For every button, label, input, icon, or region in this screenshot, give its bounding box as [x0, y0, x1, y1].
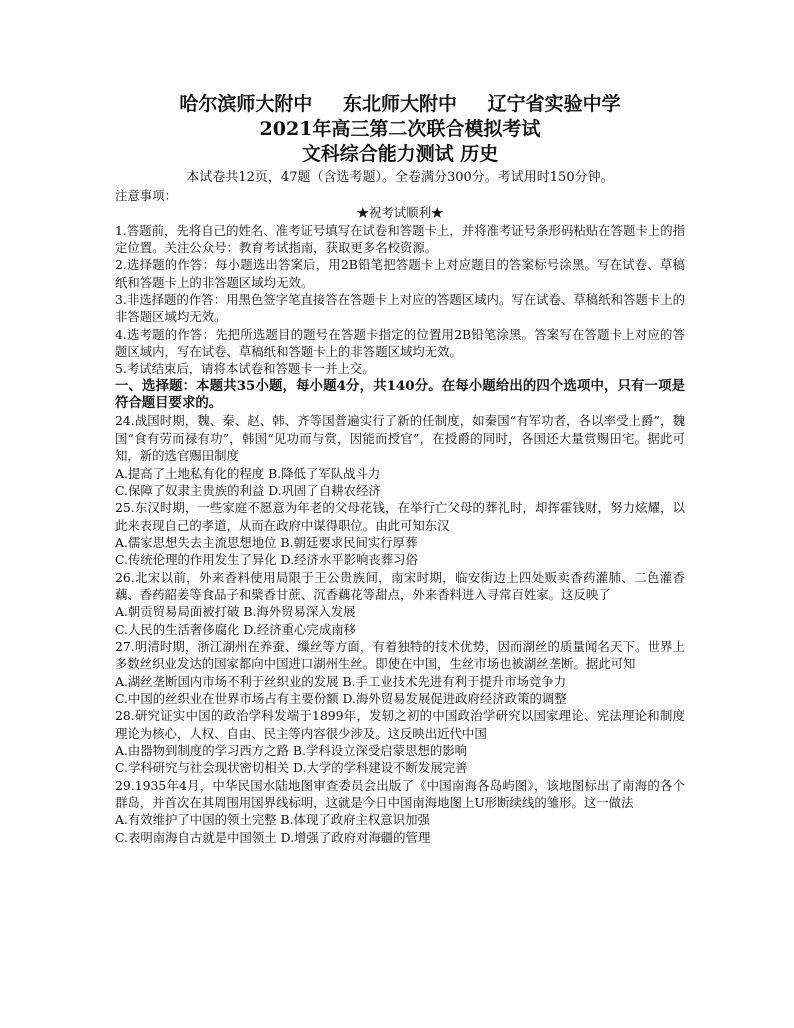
question-29	[115, 777, 685, 846]
question-options: A.有效维护了中国的领土完整 B.体现了政府主权意识加强	[115, 812, 430, 828]
exam-info: 本试卷共12页，47题（含选考题）。全卷满分300分。考试用时150分钟。	[186, 170, 614, 185]
notice-item: 4.选考题的作答：先把所选题目的题号在答题卡指定的位置用2B铅笔涂黑。答案写在答题卡上对应的答题区域内，写在试卷、草稿纸和答题卡上的非答题区域均无效。	[115, 326, 685, 360]
question-stem: 27.明清时期，浙江湖州在养蚕、缫丝等方面，有着独特的技术优势，因而湖丝的质量闻名天下。世界上多数丝织业发达的国家都向中国进口湖州生丝。即使在中国，生丝市场也被湖丝垄断。据此可知	[115, 638, 685, 672]
subject-title: 文科综合能力测试 历史	[301, 143, 499, 165]
question-options: C.人民的生活奢侈腐化 D.经济重心完成南移	[115, 621, 356, 637]
question-options: C.学科研究与社会现状密切相关 D.大学的学科建设不断发展完善	[115, 760, 468, 776]
notice-item: 1.答题前，先将自己的姓名、准考证号填写在试卷和答题卡上，并将准考证号条形码粘贴在答题卡上的指定位置。关注公众号：教育考试指南，获取更多名校资源。	[115, 222, 685, 256]
school-name: 辽宁省实验中学	[487, 93, 621, 115]
question-options: A.提高了土地私有化的程度 B.降低了军队战斗力	[115, 465, 381, 481]
notice-item: 5.考试结束后，请将本试卷和答题卡一并上交。	[115, 361, 375, 377]
question-24	[115, 412, 685, 499]
exam-page	[115, 92, 685, 846]
question-28	[115, 707, 685, 776]
blessing-line: ★祝考试顺利★	[356, 205, 444, 221]
question-stem: 26.北宋以前，外来香料使用局限于王公贵族间，南宋时期，临安街边上四处贩卖香药灌肺、二色灌香藕、香药韶姜等食品子和檗香甘蔗、沉香藕花等甜点，外来香料进入寻常百姓家。这反映了	[115, 569, 685, 602]
question-options: C.表明南海自古就是中国领土 D.增强了政府对海疆的管理	[115, 829, 431, 845]
question-26	[115, 569, 685, 638]
notice-item: 2.选择题的作答：每小题选出答案后，用2B铅笔把答题卡上对应题目的答案标号涂黑。写在试卷、草稿纸和答题卡上的非答题区域均无效。	[115, 257, 685, 290]
school-name: 哈尔滨师大附中	[179, 93, 313, 115]
question-options: A.朝贡贸易局面被打破 B.海外贸易深入发展	[115, 604, 356, 620]
notice-item: 3.非选择题的作答：用黑色签字笔直接答在答题卡上对应的答题区域内。写在试卷、草稿纸和答题卡上的非答题区域均无效。	[115, 292, 685, 325]
question-options: C.中国的丝织业在世界市场占有主要份额 D.海外贸易发展促进政府经济政策的调整	[115, 690, 567, 706]
question-stem: 29.1935年4月，中华民国水陆地图审查委员会出版了《中国南海各岛屿图》，该地图标出了南海的各个群岛，并首次在其周围用国界线标明，这就是今日中国南海地图上U形断续线的雏形。这一做法	[115, 777, 685, 811]
question-27	[115, 638, 685, 707]
question-stem: 28.研究证实中国的政治学科发端于1899年，发轫之初的中国政治学研究以国家理论、宪法理论和制度理论为核心，人权、自由、民主等内容很少涉及。这反映出近代中国	[115, 708, 685, 741]
question-options: A.湖丝垄断国内市场不利于丝织业的发展 B.手工业技术先进有利于提升市场竞争力	[115, 673, 567, 689]
question-25	[115, 499, 685, 568]
question-options: C.保障了奴隶主贵族的利益 D.巩固了自耕农经济	[115, 482, 381, 498]
school-names	[115, 92, 685, 117]
question-options: A.儒家思想失去主流思想地位 B.朝廷要求民间实行厚葬	[115, 534, 418, 550]
question-stem: 25.东汉时期，一些家庭不愿意为年老的父母花钱，在举行亡父母的葬礼时，却挥霍钱财，努力炫耀，以此来表现自己的孝道，从而在政府中谋得职位。由此可知东汉	[115, 500, 685, 533]
school-name: 东北师大附中	[342, 93, 457, 115]
exam-title: 2021年高三第二次联合模拟考试	[259, 118, 541, 140]
section-heading: 一、选择题：本题共35小题，每小题4分，共140分。在每小题给出的四个选项中，只有一项是符合题目要求的。	[115, 377, 685, 412]
notice-heading: 注意事项：	[115, 188, 177, 203]
question-stem: 24.战国时期，魏、秦、赵、韩、齐等国普遍实行了新的任制度，如秦国“有军功者，各以率受上爵”，魏国“食有劳而禄有功”，韩国“见功而与赏，因能而授官”，在授爵的同时，各国还大量赏赐田宅。据此可知，新的选官赐田制度	[115, 413, 685, 464]
question-options: C.传统伦理的作用发生了异化 D.经济水平影响丧葬习俗	[115, 552, 418, 568]
question-options: A.由器物到制度的学习西方之路 B.学科设立深受启蒙思想的影响	[115, 743, 468, 758]
